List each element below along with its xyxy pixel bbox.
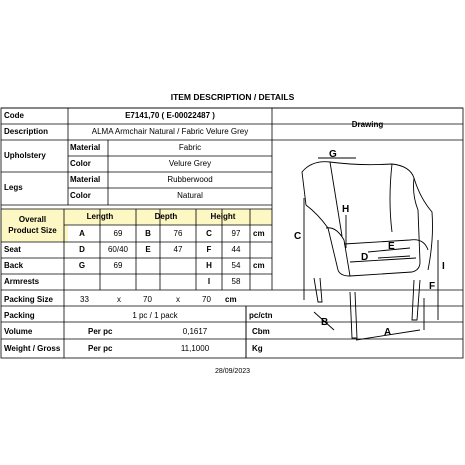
back-label: Back	[4, 261, 24, 270]
armchair-drawing	[302, 158, 438, 340]
dim-h-value: 54	[231, 261, 241, 270]
legs-color-label: Color	[70, 191, 91, 200]
description-label: Description	[4, 127, 49, 136]
overall-unit: cm	[253, 229, 265, 238]
volume-per: Per pc	[88, 327, 113, 336]
dim-a-letter: A	[79, 229, 85, 238]
packing-size-2: 70	[143, 295, 152, 304]
back-unit: cm	[253, 261, 265, 270]
dim-g-value: 69	[113, 261, 123, 270]
packing-label: Packing	[4, 311, 35, 320]
dim-h-letter: H	[206, 261, 212, 270]
packing-value: 1 pc / 1 pack	[132, 311, 178, 320]
drawing-letter-g: G	[329, 149, 337, 160]
volume-value: 0,1617	[182, 327, 208, 336]
height-label: Height	[210, 212, 236, 221]
dim-c-letter: C	[206, 229, 212, 238]
legs-material: Rubberwood	[167, 175, 213, 184]
legs-label: Legs	[4, 183, 23, 192]
upholstery-material-label: Material	[70, 143, 101, 152]
volume-label: Volume	[4, 327, 33, 336]
packing-size-x1: x	[117, 295, 121, 304]
packing-size-unit: cm	[225, 295, 237, 304]
date-stamp: 28/09/2023	[214, 368, 251, 375]
upholstery-label: Upholstery	[4, 151, 46, 160]
dim-d-letter: D	[79, 245, 85, 254]
drawing-letter-d: D	[361, 252, 369, 263]
dim-f-value: 44	[231, 245, 241, 254]
code-label: Code	[4, 111, 24, 120]
drawing-letter-c: C	[294, 231, 302, 242]
dim-i-value: 58	[231, 277, 241, 286]
upholstery-material: Fabric	[178, 143, 202, 152]
drawing-letter-a: A	[384, 327, 392, 338]
packing-size-label: Packing Size	[4, 295, 53, 304]
upholstery-color: Velure Grey	[168, 159, 212, 168]
weight-unit: Kg	[252, 344, 263, 353]
drawing-letter-b: B	[321, 317, 329, 328]
legs-color: Natural	[177, 191, 203, 200]
sheet-title: ITEM DESCRIPTION / DETAILS	[170, 92, 295, 102]
dim-f-letter: F	[206, 245, 212, 254]
weight-value: 11,1000	[180, 344, 210, 353]
volume-unit: Cbm	[252, 327, 270, 336]
drawing-label: Drawing	[351, 120, 384, 129]
packing-size-x2: x	[176, 295, 180, 304]
packing-size-3: 70	[202, 295, 211, 304]
code-value: E7141,70 ( E-00022487 )	[125, 111, 215, 120]
depth-label: Depth	[154, 212, 178, 221]
drawing-letter-h: H	[342, 204, 350, 215]
packing-unit: pc/ctn	[249, 311, 273, 320]
dim-e-letter: E	[145, 245, 151, 254]
weight-per: Per pc	[88, 344, 113, 353]
upholstery-color-label: Color	[70, 159, 91, 168]
overall-label: Overall Product Size	[8, 215, 57, 235]
description-value: ALMA Armchair Natural / Fabric Velure Grey	[91, 127, 249, 136]
weight-label: Weight / Gross	[4, 344, 61, 353]
drawing-letter-f: F	[429, 281, 436, 292]
legs-material-label: Material	[70, 175, 101, 184]
length-label: Length	[86, 212, 114, 221]
drawing-letter-i: I	[442, 261, 445, 272]
dim-a-value: 69	[113, 229, 123, 238]
armrests-label: Armrests	[4, 277, 40, 286]
seat-label: Seat	[4, 245, 21, 254]
dim-c-value: 97	[231, 229, 241, 238]
dim-i-letter: I	[207, 277, 211, 286]
dim-g-letter: G	[78, 261, 86, 270]
drawing-letter-e: E	[388, 241, 395, 252]
dim-d-value: 60/40	[107, 245, 129, 254]
dim-b-letter: B	[145, 229, 151, 238]
dim-e-value: 47	[173, 245, 183, 254]
packing-size-1: 33	[80, 295, 89, 304]
dim-b-value: 76	[173, 229, 183, 238]
